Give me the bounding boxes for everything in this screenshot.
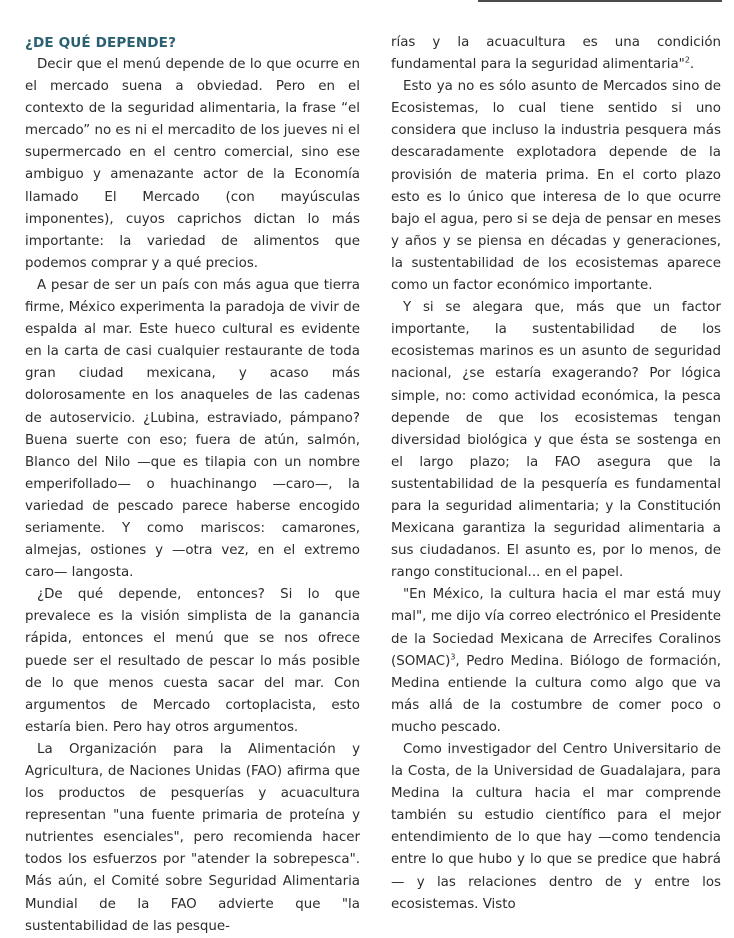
paragraph-continued xyxy=(391,32,721,76)
paragraph: Y si se alegara que, más que un factor importante, la sustentabilidad de los ecosistemas marinos es un asunto de seguridad nacional, ¿se estaría exagerando? Por lógica simple, no: como actividad económica, la pesca depende de que los ecosistemas tengan diversidad biológica y que ésta se sostenga en el largo plazo; la FAO asegura que la sustentabilidad de la pesquería es fundamental para la seguridad alimentaria; y la Constitución Mexicana garantiza la seguridad alimentaria a sus ciudadanos. El asunto es, por lo menos, de rango constitucional... en el papel. xyxy=(391,300,721,581)
section-heading: ¿DE QUÉ DEPENDE? xyxy=(25,35,177,51)
paragraph: Como investigador del Centro Universitario de la Costa, de la Universidad de Guadalajara, para Medina la cultura hacia el mar comprende también su estudio científico para el mejor entendimiento de lo que hay —como tendencia entre lo que hubo y lo que se predice que habrá— y las relaciones dentro de y entre los ecosistemas. Visto xyxy=(391,742,721,912)
left-column xyxy=(25,32,360,938)
paragraph: Esto ya no es sólo asunto de Mercados sino de Ecosistemas, lo cual tiene sentido si uno considera que incluso la industria pesquera más descaradamente explotadora depende de la provisión de materia prima. En el corto plazo esto es lo único que interesa de lo que ocurre bajo el agua, pero si se deja de pensar en meses y años y se piensa en décadas y generaciones, la sustentabilidad de los ecosistemas aparece como un factor económico importante. xyxy=(391,79,721,294)
paragraph xyxy=(391,584,721,739)
paragraph-text: rías y la acuacultura es una condición fundamental para la seguridad alimentaria" xyxy=(391,35,721,73)
paragraph-end: , Pedro Medina. Biólogo de formación, Medina entiende la cultura como algo que va más allá de la costumbre de comer poco o mucho pescado. xyxy=(391,653,721,735)
right-column xyxy=(391,32,721,916)
paragraph: La Organización para la Alimentación y Agricultura, de Naciones Unidas (FAO) afirma que los productos de pesquerías y acuacultura representan "una fuente primaria de proteína y nutrientes esenciales", pero recomienda hacer todos los esfuerzos por "atender la sobrepesca". Más aún, el Comité sobre Seguridad Alimentaria Mundial de la FAO advierte que "la sustentabilidad de las pesque- xyxy=(25,741,360,934)
footnote-marker: 2 xyxy=(684,55,690,65)
paragraph: ¿De qué depende, entonces? Si lo que prevalece es la visión simplista de la ganancia rápida, entonces el menú que se nos ofrece puede ser el resultado de pescar lo más posible de lo que menos cuesta sacar del mar. Con argumentos de Mercado cortoplacista, esto estaría bien. Pero hay otros argumentos. xyxy=(25,587,360,735)
paragraph-text: "En México, la cultura hacia el mar está muy mal", me dijo vía correo electrónico el Presidente de la Sociedad Mexicana de Arrecifes Coralinos (SOMAC) xyxy=(391,587,721,669)
paragraph: A pesar de ser un país con más agua que tierra firme, México experimenta la paradoja de vivir de espalda al mar. Este hueco cultural es evidente en la carta de casi cualquier restaurante de toda gran ciudad mexicana, y acaso más dolorosamente en los anaqueles de las cadenas de autoservicio. ¿Lubina, estraviado, pámpano? Buena suerte con eso; fuera de atún, salmón, Blanco del Nilo —que es tilapia con un nombre emperifollado— o huachinango —caro—, la variedad de pescado parece haberse encogido seriamente. Y como mariscos: camarones, almejas, ostiones y —otra vez, en el extremo caro— langosta. xyxy=(25,277,360,581)
footnote-marker: 3 xyxy=(450,652,456,662)
top-rule xyxy=(478,0,722,2)
paragraph: Decir que el menú depende de lo que ocurre en el mercado suena a obviedad. Pero en el contexto de la seguridad alimentaria, la frase “el mercado” no es ni el mercadito de los jueves ni el supermercado en el centro comercial, sino ese ambiguo y amenazante actor de la Economía llamado El Mercado (con mayúsculas imponentes), cuyos caprichos dictan lo más importante: la variedad de alimentos que podemos comprar y a qué precios. xyxy=(25,57,360,271)
paragraph-end: . xyxy=(689,57,695,73)
